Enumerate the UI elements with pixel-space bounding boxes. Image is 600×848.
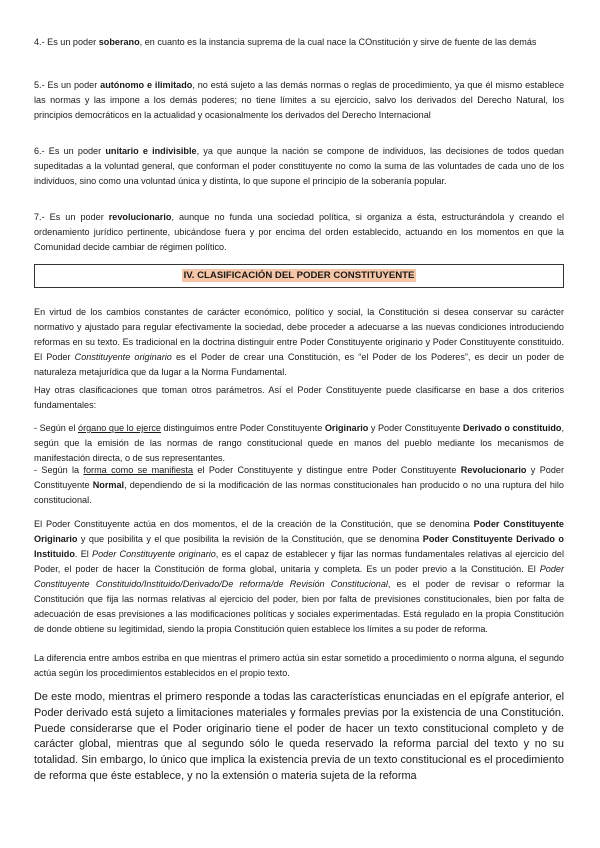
section-heading: IV. CLASIFICACIÓN DEL PODER CONSTITUYENTE: [183, 270, 415, 281]
bold-term: Derivado o constituido: [462, 423, 562, 433]
italic-term: Poder Constituyente originario: [92, 549, 216, 559]
bold-term: Poder Constituyente Derivado o Instituido: [34, 534, 564, 559]
paragraph-two-moments: El Poder Constituyente actúa en dos momentos, el de la creación de la Constitución, que se denomina Poder Constituyente Originario y que posibilita y el que posibilita la revisión de la Constitución, que se denomina Poder Constituyente Derivado o Instituido. El Poder Constituyente originario, es el capaz de establecer y fijar las normas fundamentales relativas al ejercicio del Poder, el poder de hacer la Constitución de forma global, unitaria y completa. Es un poder previo a la Constitución. El Poder Constituyente Constituido/Instituido/Derivado/De reforma/de Revisión Constitucional, es el poder de revisar o reformar la Constitución que fija las normas relativas al ejercicio del poder, bien por falta de previsiones constitucionales, bien por falta de adecuación de esas previsiones a las modificaciones políticas y sociales experimentadas. Está regulado en la propia Constitución de donde obtiene su legitimidad, siendo la propia Constitución quien establece los límites a su poder de reforma.: [34, 519, 564, 634]
italic-term: Constituyente originario: [74, 352, 172, 362]
paragraph-intro: En virtud de los cambios constantes de carácter económico, político y social, la Constitución si desea conservar su carácter normativo y ajustado para regular efectivamente la sociedad, debe proceder a adecuarse a las nuevas condiciones introduciendo reformas en su texto. Es tradicional en la doctrina distinguir entre Poder Constituyente originario y Poder Constituyente constituido. El Poder Constituyente originario es el Poder de crear una Constitución, es “el Poder de los Poderes”, es decir un poder de naturaleza metajurídica que da lugar a la Norma Fundamental.: [34, 307, 564, 377]
point-number: 7.-: [34, 212, 45, 222]
bold-term: revolucionario: [108, 212, 172, 222]
point-number: 5.-: [34, 80, 45, 90]
italic-term: Poder Constituyente Constituido/Instituido/Derivado/De reforma/de Revisión Constitucional: [34, 564, 564, 589]
paragraph-closing: De este modo, mientras el primero responde a todas las características enunciadas en el epígrafe anterior, el Poder derivado está sujeto a limitaciones materiales y formales previas por la existencia de una Constitución. Puede considerarse que el Poder originario tiene el poder de hacer un texto constitucional completo y de carácter global, mientras que al segundo sólo le queda reservado la reforma parcial del texto y no su totalidad. Sin embargo, lo único que implica la existencia previa de un texto constitucional es el procedimiento de reforma que éste establece, y no la extensión o materia sujeta de la reforma: [34, 691, 564, 782]
bold-term: Poder Constituyente Originario: [34, 519, 564, 544]
paragraph-point-4: 4.- Es un poder soberano, en cuanto es la instancia suprema de la cual nace la COnstitución y sirve de fuente de las demás: [34, 37, 537, 47]
paragraph-criterion-organ: - Según el órgano que lo ejerce distinguimos entre Poder Constituyente Originario y Poder Constituyente Derivado o constituido, según que la emisión de las normas de rango constitucional quede en manos del pueblo mediante los mecanismos de manifestación directa, o de sus representantes.: [34, 423, 564, 463]
paragraph-criterion-form: - Según la forma como se manifiesta el Poder Constituyente y distingue entre Poder Constituyente Revolucionario y Poder Constituyente Normal, dependiendo de si la modificación de las normas constitucionales han producido o no una ruptura del hilo constitucional.: [34, 465, 564, 505]
underlined-term: forma como se manifiesta: [83, 465, 194, 475]
bold-term: soberano: [98, 37, 140, 47]
bold-term: Revolucionario: [460, 465, 527, 475]
bold-term: unitario e indivisible: [105, 146, 197, 156]
bold-term: Originario: [324, 423, 369, 433]
paragraph-difference: La diferencia entre ambos estriba en que mientras el primero actúa sin estar sometido a procedimiento o norma alguna, el segundo actúa según los procedimientos establecidos en el propio texto.: [34, 653, 564, 678]
paragraph-point-5: 5.- Es un poder autónomo e ilimitado, no está sujeto a las demás normas o reglas de procedimiento, ya que él mismo establece las normas y las impone a los demás poderes; no tiene límites a su ejercicio, salvo los derivados del Derecho Natural, los principios democráticos en la actualidad y ocasionalmente los derivados del Derecho Internacional: [34, 80, 565, 120]
section-heading-box: [34, 264, 564, 288]
paragraph-other-classifications: Hay otras clasificaciones que toman otros parámetros. Así el Poder Constituyente puede clasificarse en base a dos criterios fundamentales:: [34, 385, 564, 410]
underlined-term: órgano que lo ejerce: [78, 423, 161, 433]
bold-term: autónomo e ilimitado: [100, 80, 193, 90]
point-number: 4.-: [34, 37, 45, 47]
point-number: 6.-: [34, 146, 45, 156]
paragraph-point-7: 7.- Es un poder revolucionario, aunque no funda una sociedad política, si organiza a ésta, estructurándola y creando el ordenamiento jurídico pertinente, ubicándose fuera y por encima del orden establecido, actuando en los momentos en que la Comunidad decide cambiar de régimen político.: [34, 212, 564, 252]
bold-term: Normal: [92, 480, 125, 490]
paragraph-point-6: 6.- Es un poder unitario e indivisible, ya que aunque la nación se compone de individuos, las decisiones de todos quedan supeditadas a la voluntad general, que conforman el poder constituyente no como la suma de las voluntades de cada uno de los individuos, sino como una voluntad única y distinta, lo que supone el principio de la soberanía popular.: [34, 146, 564, 186]
